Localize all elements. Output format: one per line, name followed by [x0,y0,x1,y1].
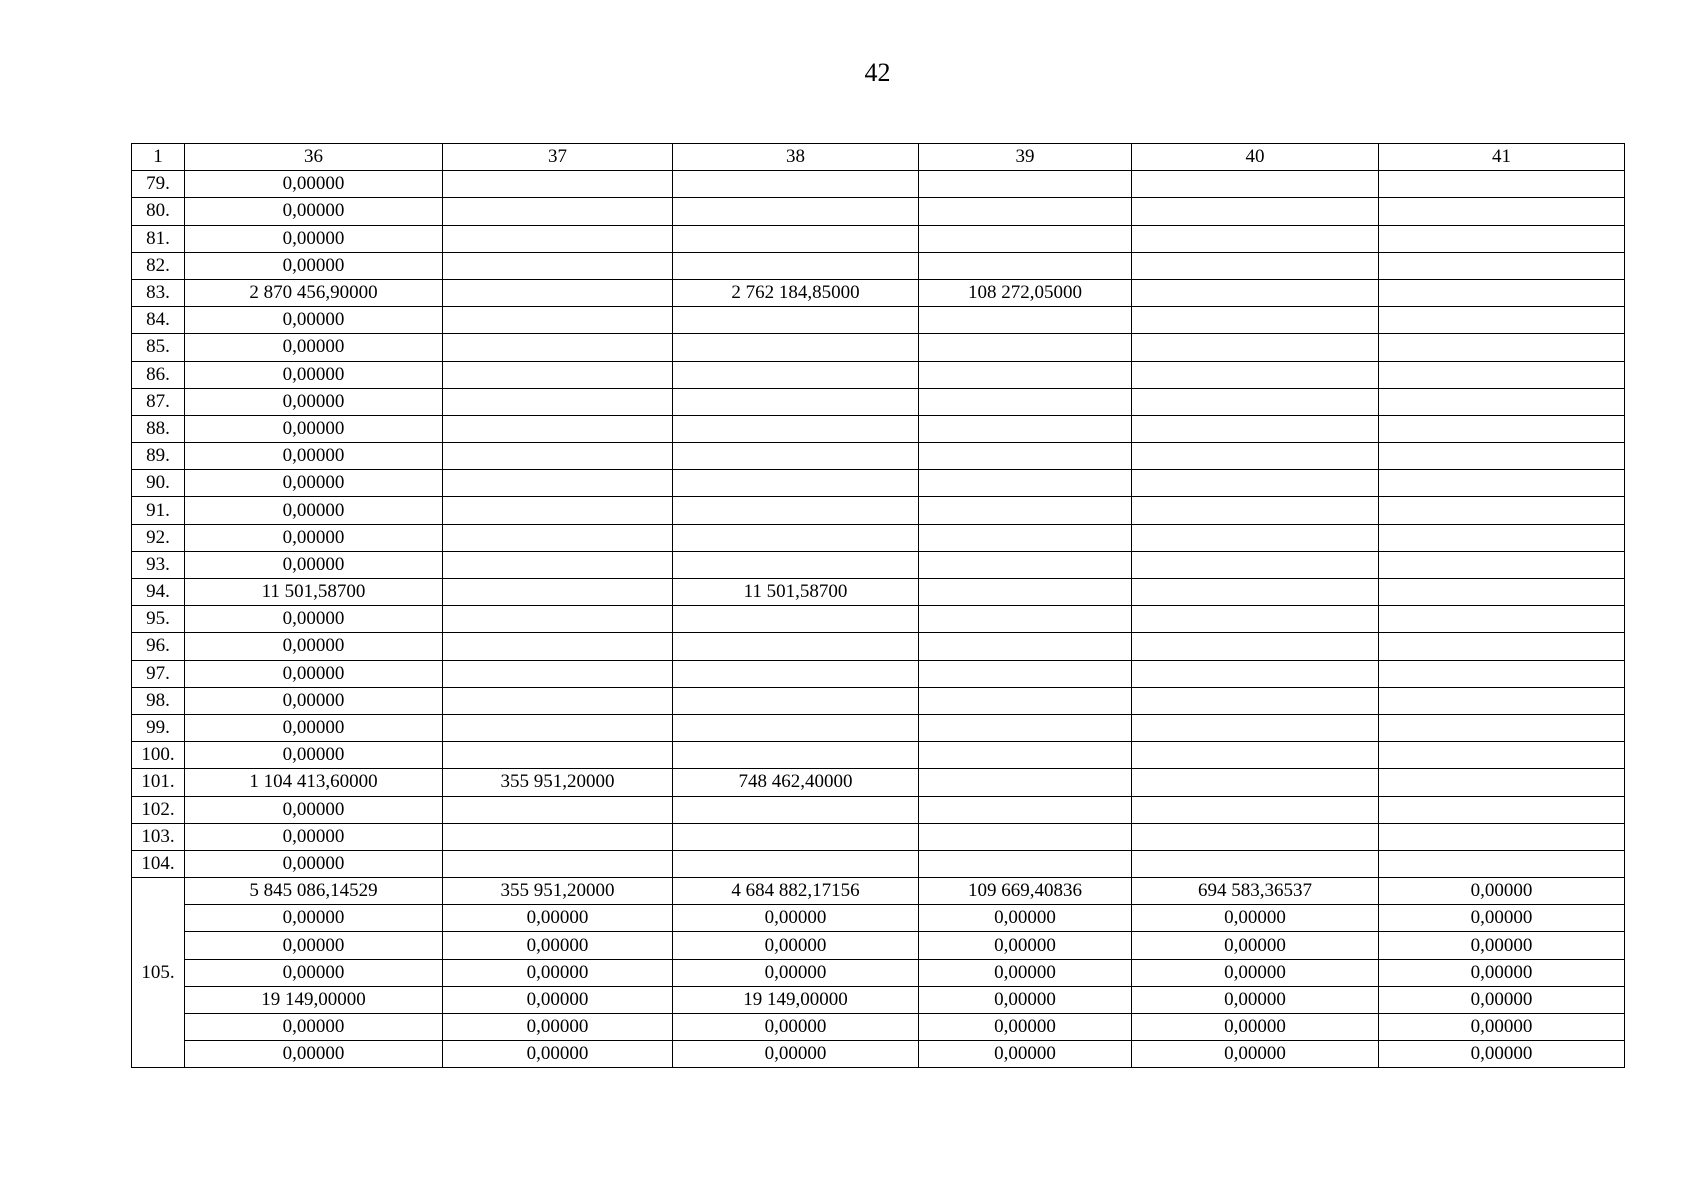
table-cell: 0,00000 [1379,986,1625,1013]
table-cell: 0,00000 [185,334,443,361]
table-cell: 0,00000 [185,361,443,388]
table-row [132,796,1625,823]
table-cell [443,660,673,687]
table-cell [1132,307,1379,334]
table-cell [919,307,1132,334]
table-cell [1132,579,1379,606]
table-cell: 0,00000 [185,551,443,578]
table-cell [919,687,1132,714]
table-cell: 0,00000 [1132,1041,1379,1068]
table-cell [1379,307,1625,334]
table-cell: 0,00000 [185,932,443,959]
table-cell [1379,551,1625,578]
row-number-cell: 99. [132,714,185,741]
row-number-cell: 102. [132,796,185,823]
table-cell [673,823,919,850]
table-cell: 694 583,36537 [1132,878,1379,905]
table-cell [673,606,919,633]
table-cell [673,334,919,361]
table-row [132,850,1625,877]
row-number-cell: 89. [132,443,185,470]
table-cell [1379,415,1625,442]
table-cell [1132,714,1379,741]
table-cell [443,796,673,823]
table-cell: 0,00000 [443,1014,673,1041]
row-number-cell: 85. [132,334,185,361]
table-cell: 0,00000 [673,932,919,959]
table-cell: 0,00000 [185,470,443,497]
table-row [132,687,1625,714]
table-cell [443,714,673,741]
table-row [132,633,1625,660]
column-header: 37 [443,144,673,171]
table-cell [443,497,673,524]
table-cell: 0,00000 [673,1014,919,1041]
table-cell [443,307,673,334]
table-cell [919,225,1132,252]
table-cell [443,524,673,551]
table-cell [1379,660,1625,687]
table-cell [919,742,1132,769]
table-cell [1132,850,1379,877]
table-cell [673,850,919,877]
table-cell: 0,00000 [919,1014,1132,1041]
table-cell [1379,606,1625,633]
table-cell [1379,796,1625,823]
table-cell: 19 149,00000 [673,986,919,1013]
row-number-cell: 80. [132,198,185,225]
column-header: 1 [132,144,185,171]
table-row [132,443,1625,470]
row-number-cell: 91. [132,497,185,524]
table-cell [443,606,673,633]
table-cell [673,497,919,524]
table-cell: 2 870 456,90000 [185,279,443,306]
row-number-cell: 98. [132,687,185,714]
table-cell [673,714,919,741]
table-cell: 0,00000 [185,307,443,334]
table-cell [673,361,919,388]
table-row [132,932,1625,959]
table-cell: 0,00000 [185,252,443,279]
table-cell: 0,00000 [1132,959,1379,986]
table-cell [443,361,673,388]
table-cell: 0,00000 [1132,932,1379,959]
table-cell [1379,497,1625,524]
table-cell [919,252,1132,279]
table-cell [1379,252,1625,279]
table-body [132,144,1625,1068]
table-cell [443,823,673,850]
table-cell [443,470,673,497]
table-cell [1379,171,1625,198]
table-cell [1379,823,1625,850]
row-number-cell: 90. [132,470,185,497]
row-number-cell: 96. [132,633,185,660]
table-cell [443,198,673,225]
table-cell: 0,00000 [185,633,443,660]
table-cell [1379,742,1625,769]
table-row [132,388,1625,415]
table-cell: 0,00000 [185,660,443,687]
table-row [132,1014,1625,1041]
table-cell [673,551,919,578]
table-cell: 1 104 413,60000 [185,769,443,796]
table-cell: 0,00000 [185,415,443,442]
table-cell [1132,279,1379,306]
table-cell: 0,00000 [1379,932,1625,959]
table-cell [1132,687,1379,714]
table-cell [1132,171,1379,198]
table-cell [443,551,673,578]
table-cell [1132,334,1379,361]
row-number-cell: 81. [132,225,185,252]
table-cell [919,660,1132,687]
row-number-cell: 92. [132,524,185,551]
table-cell: 0,00000 [443,932,673,959]
row-number-cell: 103. [132,823,185,850]
table-row [132,959,1625,986]
table-cell [673,198,919,225]
table-cell [1132,606,1379,633]
table-cell: 0,00000 [919,905,1132,932]
table-cell [443,171,673,198]
table-cell: 0,00000 [185,443,443,470]
table-cell: 0,00000 [919,1041,1132,1068]
table-cell [1379,714,1625,741]
table-cell [1132,660,1379,687]
table-cell: 0,00000 [185,796,443,823]
table-cell [673,307,919,334]
row-number-cell: 82. [132,252,185,279]
table-row [132,334,1625,361]
table-cell: 11 501,58700 [673,579,919,606]
table-cell [1132,633,1379,660]
table-row [132,198,1625,225]
table-cell [919,171,1132,198]
table-cell [1379,279,1625,306]
row-number-cell: 83. [132,279,185,306]
table-row [132,470,1625,497]
table-cell: 0,00000 [185,687,443,714]
table-cell [919,497,1132,524]
table-cell: 0,00000 [919,986,1132,1013]
table-cell [443,687,673,714]
column-header: 38 [673,144,919,171]
table-cell [673,171,919,198]
table-cell [673,633,919,660]
table-cell [1132,198,1379,225]
table-cell [919,388,1132,415]
table-cell: 0,00000 [185,1014,443,1041]
table-cell: 0,00000 [443,986,673,1013]
table-cell [443,443,673,470]
table-cell: 0,00000 [919,932,1132,959]
table-cell [1132,497,1379,524]
table-row [132,660,1625,687]
table-row [132,986,1625,1013]
table-cell [919,714,1132,741]
table-row [132,606,1625,633]
table-row [132,742,1625,769]
table-cell [1132,551,1379,578]
table-cell [443,579,673,606]
table-cell [919,415,1132,442]
data-table [131,143,1625,1068]
table-row [132,225,1625,252]
table-cell: 0,00000 [673,1041,919,1068]
table-cell [919,443,1132,470]
table-cell [1379,633,1625,660]
table-cell [1132,361,1379,388]
table-cell [1132,524,1379,551]
column-header: 39 [919,144,1132,171]
table-cell: 0,00000 [185,850,443,877]
table-row [132,307,1625,334]
header-row [132,144,1625,171]
table-cell [1132,252,1379,279]
row-number-cell: 88. [132,415,185,442]
table-cell [919,606,1132,633]
table-cell [673,742,919,769]
table-cell: 0,00000 [185,225,443,252]
column-header: 40 [1132,144,1379,171]
table-cell: 108 272,05000 [919,279,1132,306]
table-cell: 0,00000 [1379,878,1625,905]
row-number-cell: 79. [132,171,185,198]
table-cell [443,633,673,660]
table-cell [1132,769,1379,796]
row-number-cell: 100. [132,742,185,769]
table-cell: 0,00000 [919,959,1132,986]
column-header: 36 [185,144,443,171]
table-cell [1379,769,1625,796]
table-cell: 2 762 184,85000 [673,279,919,306]
table-cell: 0,00000 [185,388,443,415]
table-cell [673,687,919,714]
table-cell: 0,00000 [185,497,443,524]
table-cell [1132,388,1379,415]
table-row [132,524,1625,551]
row-number-cell: 93. [132,551,185,578]
table-cell [1132,225,1379,252]
table-cell: 0,00000 [185,198,443,225]
table-cell [673,524,919,551]
table-cell: 748 462,40000 [673,769,919,796]
table-cell: 11 501,58700 [185,579,443,606]
table-cell [919,524,1132,551]
table-cell [919,796,1132,823]
table-cell: 0,00000 [443,905,673,932]
table-row [132,497,1625,524]
row-number-cell: 86. [132,361,185,388]
table-cell [673,660,919,687]
table-row [132,823,1625,850]
table-cell [1379,850,1625,877]
table-cell: 0,00000 [185,959,443,986]
table-row [132,279,1625,306]
table-cell [1379,225,1625,252]
table-cell [1132,443,1379,470]
table-cell: 0,00000 [185,714,443,741]
table-cell [673,415,919,442]
table-cell [1379,361,1625,388]
table-cell [443,850,673,877]
table-cell [673,225,919,252]
table-cell: 0,00000 [673,959,919,986]
table-cell [1379,687,1625,714]
table-cell [919,769,1132,796]
table-cell: 0,00000 [185,742,443,769]
table-cell [443,225,673,252]
row-number-cell: 104. [132,850,185,877]
table-cell [919,850,1132,877]
table-cell [443,252,673,279]
table-cell: 0,00000 [673,905,919,932]
table-cell [443,742,673,769]
table-cell [1132,742,1379,769]
page-number: 42 [864,58,891,87]
table-cell: 0,00000 [185,1041,443,1068]
table-cell: 355 951,20000 [443,878,673,905]
row-number-cell: 105. [132,878,185,1068]
table-cell [443,279,673,306]
table-row [132,579,1625,606]
table-cell [1379,334,1625,361]
table-row [132,252,1625,279]
table-row [132,1041,1625,1068]
row-number-cell: 87. [132,388,185,415]
table-cell: 19 149,00000 [185,986,443,1013]
row-number-cell: 101. [132,769,185,796]
table-cell: 0,00000 [443,1041,673,1068]
table-cell: 0,00000 [443,959,673,986]
table-cell [1379,524,1625,551]
table-cell: 0,00000 [1132,1014,1379,1041]
table-cell: 0,00000 [185,171,443,198]
table-cell: 0,00000 [1379,959,1625,986]
table-cell [919,198,1132,225]
table-cell [1379,470,1625,497]
table-cell [919,334,1132,361]
table-cell [919,361,1132,388]
table-cell [673,443,919,470]
table-cell [919,633,1132,660]
table-row [132,769,1625,796]
table-row [132,551,1625,578]
table-row [132,171,1625,198]
table-cell [443,415,673,442]
row-number-cell: 95. [132,606,185,633]
table-cell [919,551,1132,578]
table-cell [673,252,919,279]
table-row [132,714,1625,741]
table-cell [919,579,1132,606]
table-row [132,905,1625,932]
table-cell [673,388,919,415]
table-cell [1132,415,1379,442]
column-header: 41 [1379,144,1625,171]
table-cell: 0,00000 [1379,1014,1625,1041]
table-cell: 5 845 086,14529 [185,878,443,905]
table-row [132,361,1625,388]
table-cell [1379,198,1625,225]
table-cell: 0,00000 [1132,905,1379,932]
table-cell [673,796,919,823]
table-cell: 0,00000 [185,524,443,551]
table-cell [443,334,673,361]
table-cell [1379,388,1625,415]
table-cell: 0,00000 [1132,986,1379,1013]
table-cell: 109 669,40836 [919,878,1132,905]
table-cell [443,388,673,415]
table-row [132,415,1625,442]
table-cell: 0,00000 [185,606,443,633]
table-cell: 0,00000 [185,905,443,932]
row-number-cell: 94. [132,579,185,606]
table-cell [1132,796,1379,823]
row-number-cell: 84. [132,307,185,334]
table-cell: 355 951,20000 [443,769,673,796]
table-cell: 0,00000 [1379,905,1625,932]
table-cell [919,470,1132,497]
table-cell [1379,579,1625,606]
table-cell [919,823,1132,850]
table-cell [673,470,919,497]
table-cell [1132,470,1379,497]
table-cell [1379,443,1625,470]
table-cell: 0,00000 [185,823,443,850]
table-row [132,878,1625,905]
table-cell: 4 684 882,17156 [673,878,919,905]
table-cell [1132,823,1379,850]
row-number-cell: 97. [132,660,185,687]
table-cell: 0,00000 [1379,1041,1625,1068]
